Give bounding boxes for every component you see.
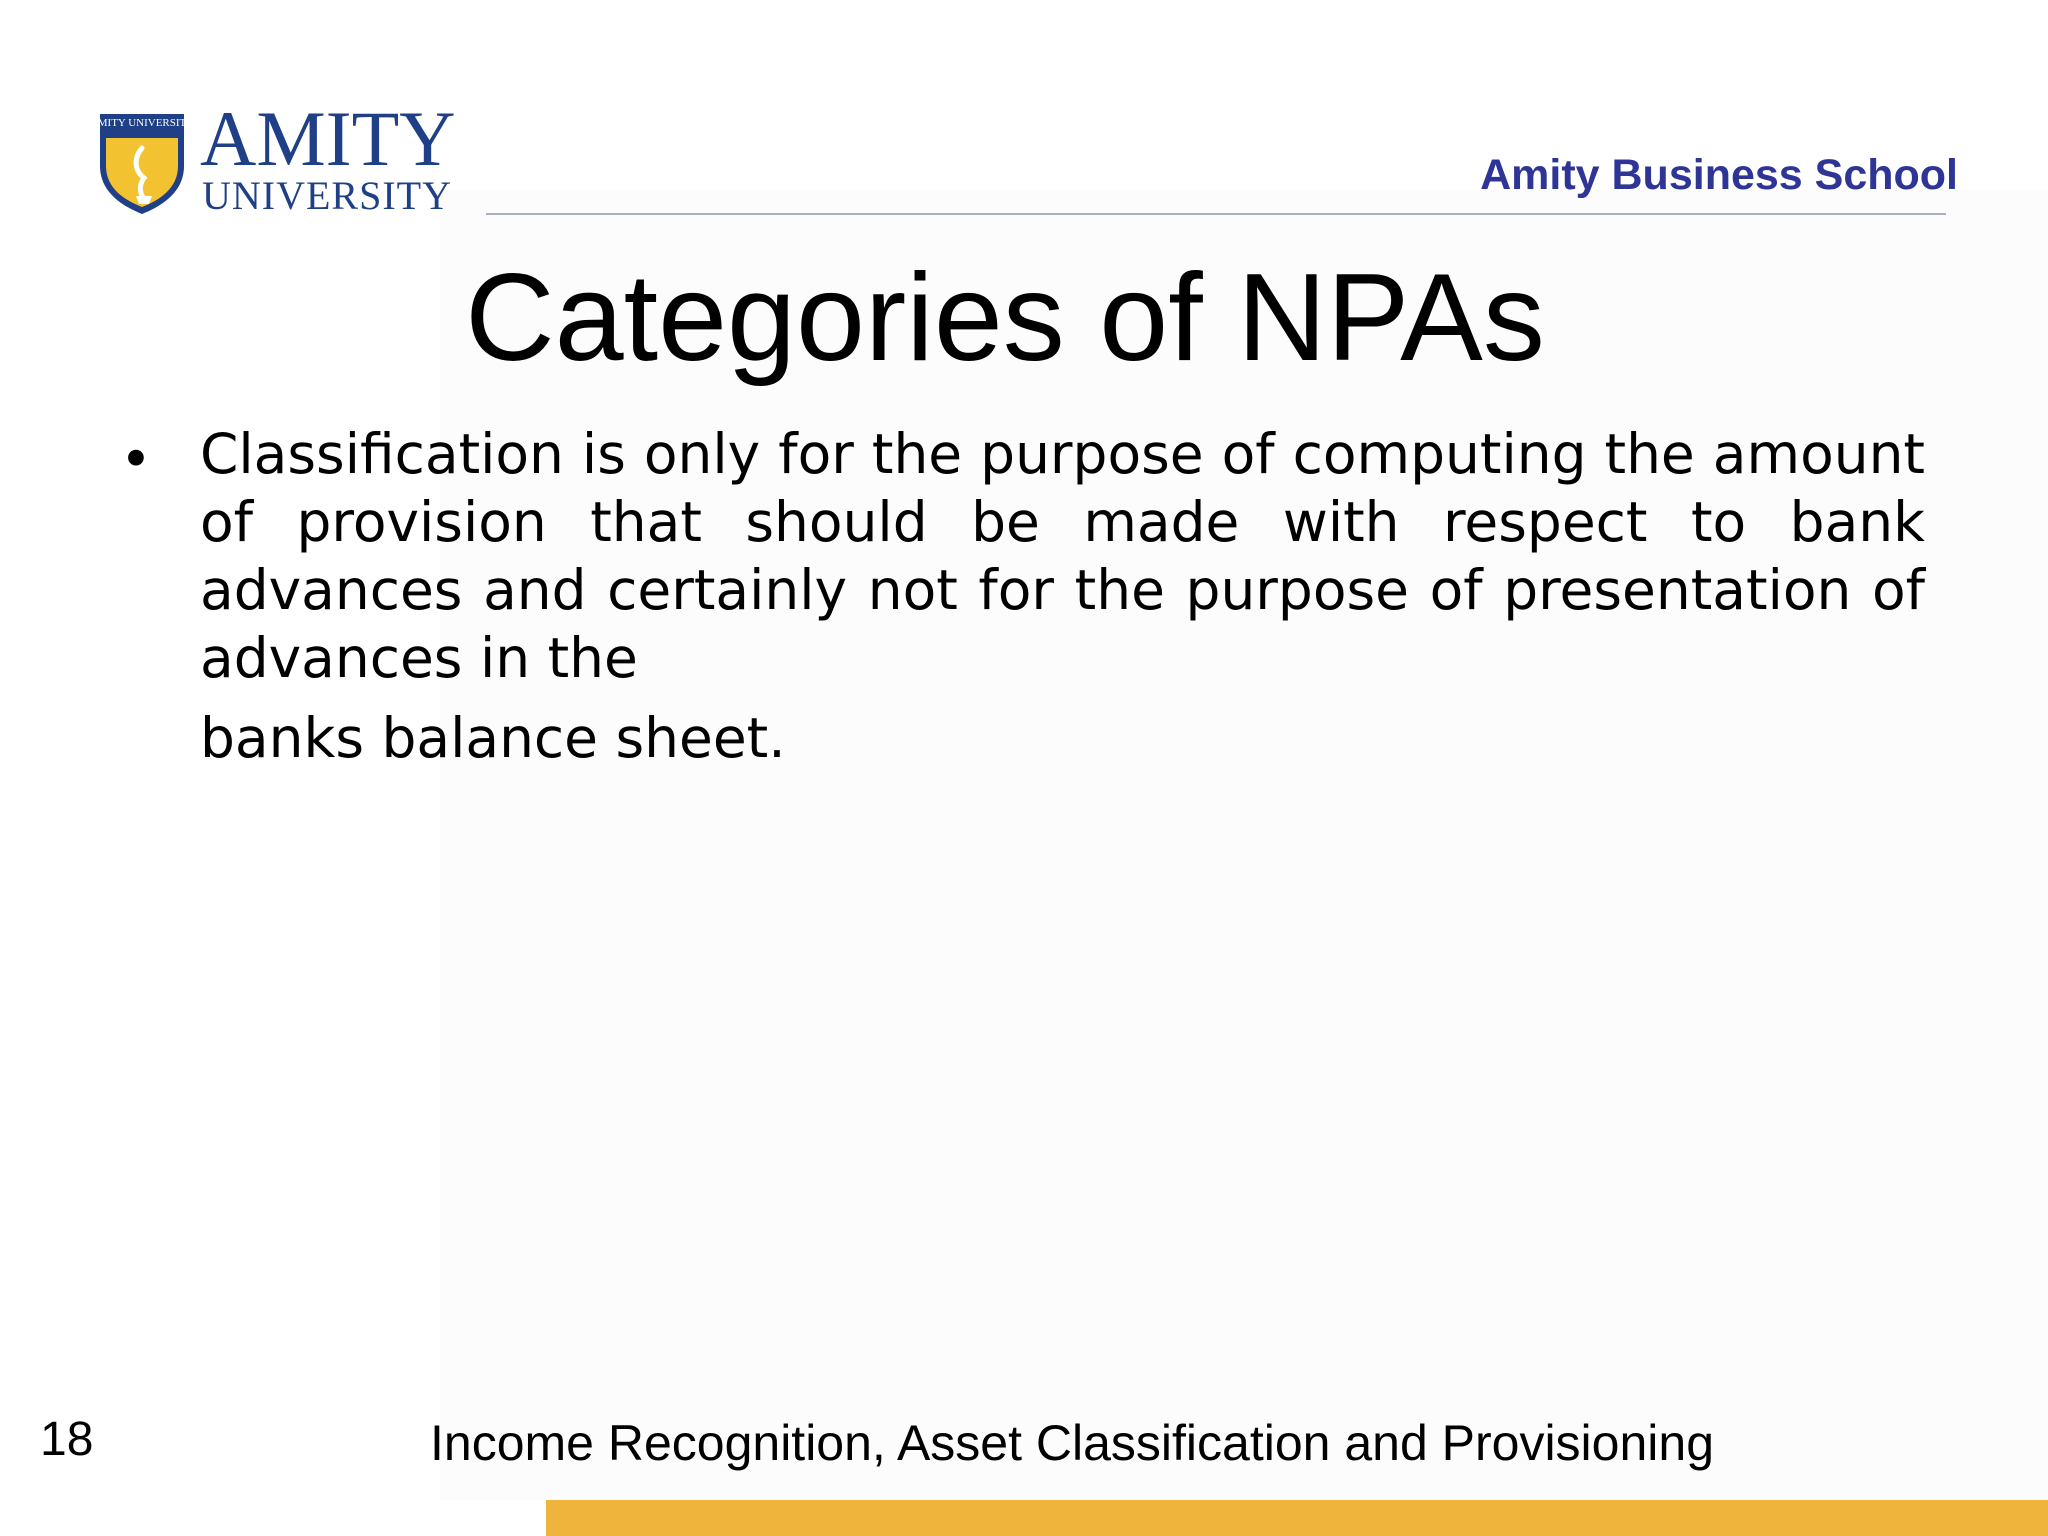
amity-university-logo bbox=[89, 95, 456, 218]
shield-icon bbox=[89, 108, 195, 216]
school-name: Amity Business School bbox=[1480, 151, 1958, 199]
bullet-text-main: Classification is only for the purpose of computing the amount of provision that should be made with respect to bank advances and certainly not for the purpose of presentation of advances in the bbox=[200, 422, 1925, 690]
slide-title: Categories of NPAs bbox=[465, 249, 1545, 387]
page-number: 18 bbox=[40, 1413, 94, 1466]
bullet-text-last: banks balance sheet. bbox=[200, 706, 786, 770]
logo-subtitle: UNIVERSITY bbox=[202, 173, 452, 218]
bullet-marker: • bbox=[120, 428, 152, 491]
bullet-text bbox=[200, 420, 1925, 772]
logo-name: AMITY bbox=[200, 95, 456, 182]
footer-caption: Income Recognition, Asset Classification and Provisioning bbox=[430, 1415, 1715, 1471]
footer-accent-bar bbox=[546, 1500, 2048, 1536]
shield-text: AMITY UNIVERSITY bbox=[89, 117, 195, 129]
header-divider bbox=[486, 213, 1946, 215]
